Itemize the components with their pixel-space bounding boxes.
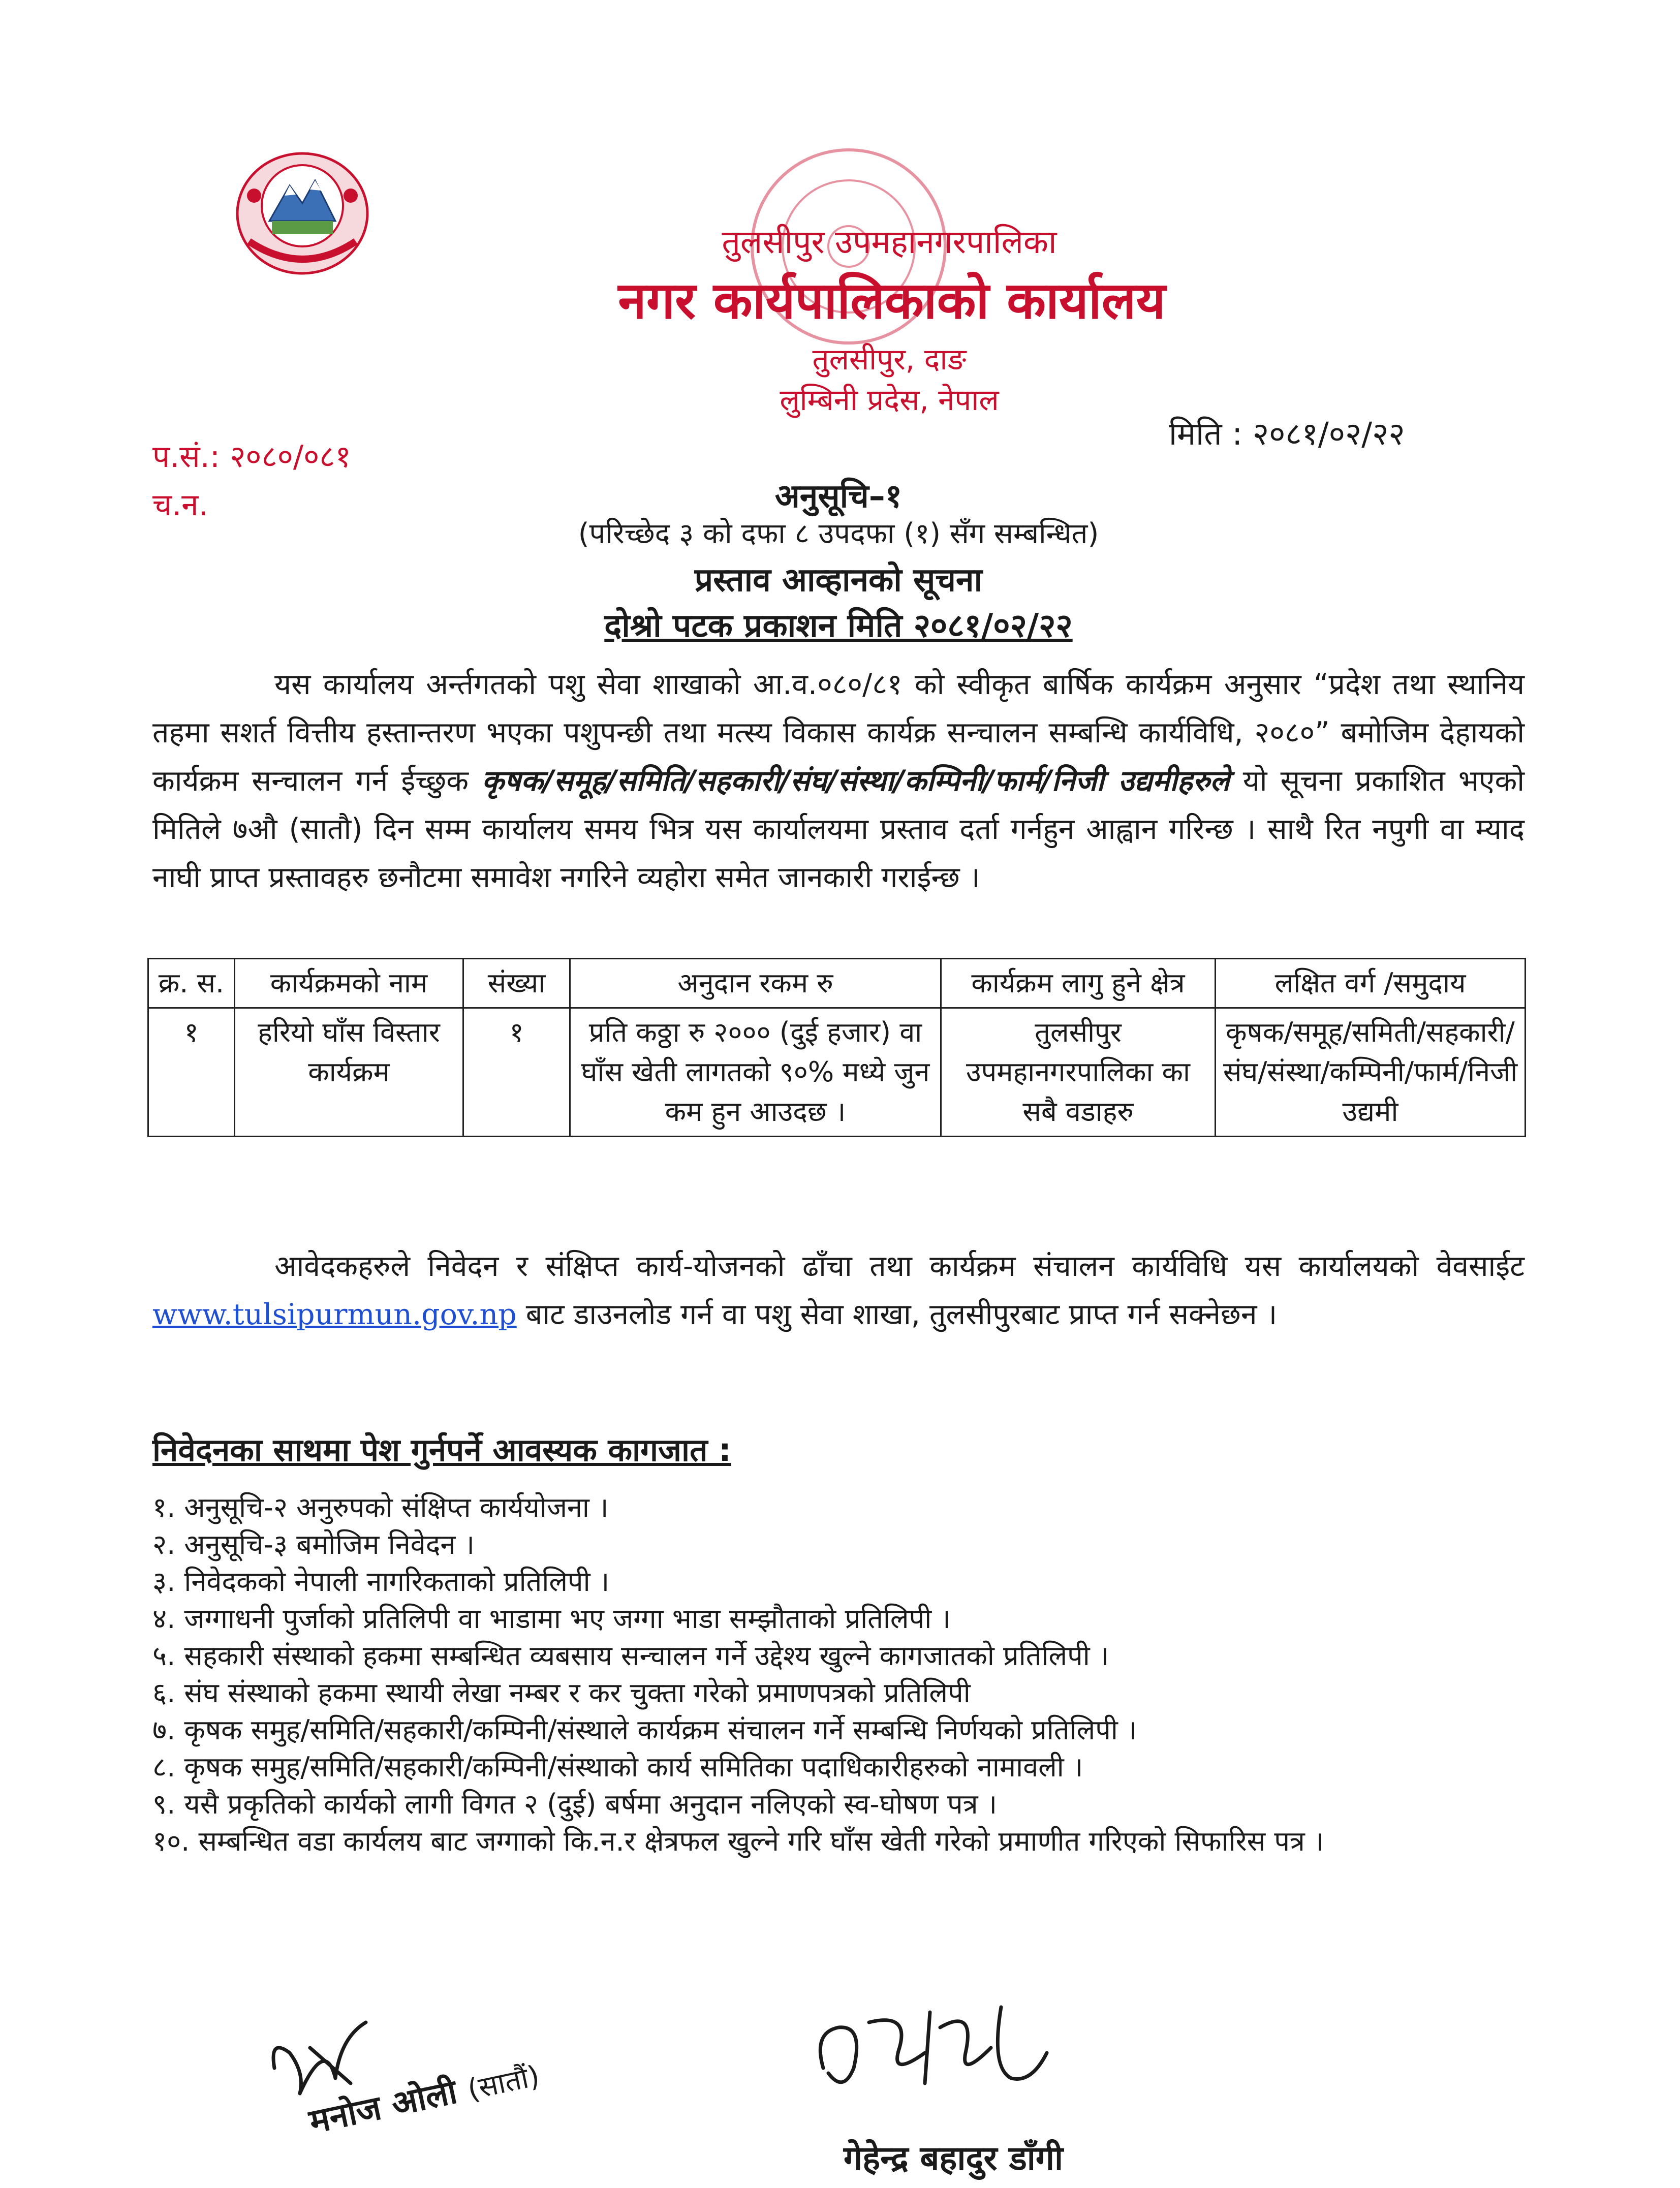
list-item: ९. यसै प्रकृतिको कार्यको लागी विगत २ (दुई) बर्षमा अनुदान नलिएको स्व-घोषण पत्र । <box>152 1788 998 1820</box>
municipality-name: तुलसीपुर उपमहानगरपालिका <box>722 224 1057 261</box>
cell-area: तुलसीपुर उपमहानगरपालिका का सबै वडाहरु <box>941 1008 1216 1137</box>
header-target: लक्षित वर्ग /समुदाय <box>1216 959 1526 1008</box>
list-item: ५. सहकारी संस्थाको हकमा सम्बन्धित व्यबसाय सन्चालन गर्ने उद्देश्य खुल्ने कागजातको प्रतिलिपी । <box>152 1640 1109 1672</box>
date-value: २०८१/०२/२२ <box>1252 415 1405 452</box>
application-paragraph <box>152 1242 1525 1339</box>
signatory-left-name: मनोज ओली <box>305 2072 460 2142</box>
table-header-row <box>148 959 1526 1008</box>
office-location: तुलसीपुर, दाङ <box>812 342 967 377</box>
reference-number <box>152 434 351 476</box>
dispatch-number: च.न. <box>152 487 208 523</box>
website-link[interactable]: www.tulsipurmun.gov.np <box>152 1298 517 1331</box>
header-area: कार्यक्रम लागु हुने क्षेत्र <box>941 959 1216 1008</box>
office-province: लुम्बिनी प्रदेस, नेपाल <box>780 383 999 417</box>
issue-date <box>1169 412 1405 454</box>
list-item: ६. संघ संस्थाको हकमा स्थायी लेखा नम्बर र कर चुक्ता गरेको प्रमाणपत्रको प्रतिलिपी <box>152 1677 971 1709</box>
second-publication-date: दोश्रो पटक प्रकाशन मिति २०८१/०२/२२ <box>604 607 1073 645</box>
table-row <box>148 1008 1526 1137</box>
signatory-right-name: गेहेन्द्र बहादुर डाँगी <box>844 2139 1064 2178</box>
date-label: मिति : <box>1169 415 1243 452</box>
cell-program: हरियो घाँस विस्तार कार्यक्रम <box>235 1008 463 1137</box>
header-sn: क्र. स. <box>148 959 235 1008</box>
ref-label: प.सं.: <box>152 439 220 475</box>
program-table <box>147 958 1526 1137</box>
list-item: ३. निवेदकको नेपाली नागरिकताको प्रतिलिपी । <box>152 1566 610 1598</box>
notice-paragraph-emphasis: कृषक/समूह/समिति/सहकारी/संघ/संस्था/कम्पिनी/फार्म/निजी उद्यमीहरुले <box>482 764 1230 798</box>
signature-right-icon <box>808 1992 1062 2104</box>
list-item: ४. जग्गाधनी पुर्जाको प्रतिलिपी वा भाडामा भए जग्गा भाडा सम्झौताको प्रतिलिपी । <box>152 1603 951 1635</box>
office-stamp-icon <box>722 130 986 368</box>
header-grant: अनुदान रकम रु <box>570 959 941 1008</box>
schedule-label: अनुसूचि–१ <box>774 478 903 515</box>
notice-title: प्रस्ताव आव्हानको सूचना <box>694 561 983 599</box>
cell-grant: प्रति कठ्ठा रु २००० (दुई हजार) वा घाँस खेती लागतको ९०% मध्ये जुन कम हुन आउदछ । <box>570 1008 941 1137</box>
section-reference: (परिच्छेद ३ को दफा ८ उपदफा (१) सँग सम्बन्धित) <box>578 517 1099 550</box>
office-title: नगर कार्यपालिकाको कार्यालय <box>618 271 1166 330</box>
cell-sn: १ <box>148 1008 235 1137</box>
signatory-left-sub: (सातौं) <box>464 2059 543 2107</box>
list-item: ७. कृषक समुह/समिति/सहकारी/कम्पिनी/संस्थाले कार्यक्रम संचालन गर्ने सम्बन्धि निर्णयको प्रतिलिपी । <box>152 1714 1137 1746</box>
cell-count: १ <box>463 1008 570 1137</box>
list-item: ८. कृषक समुह/समिति/सहकारी/कम्पिनी/संस्थाको कार्य समितिका पदाधिकारीहरुको नामावली । <box>152 1751 1083 1783</box>
application-paragraph-part2: बाट डाउनलोड गर्न वा पशु सेवा शाखा, तुलसीपुरबाट प्राप्त गर्न सक्नेछन । <box>516 1298 1278 1331</box>
documents-list <box>152 1489 1555 1860</box>
documents-heading: निवेदनका साथमा पेश गुर्नपर्ने आवस्यक कागजात : <box>152 1431 731 1468</box>
list-item: २. अनुसूचि-३ बमोजिम निवेदन । <box>152 1528 475 1560</box>
header-count: संख्या <box>463 959 570 1008</box>
notice-paragraph-part2: यो सूचना प्रकाशित भएको मितिले ७औ (सातौ) दिन सम्म कार्यालय समय भित्र यस कार्यालयमा प्रस्ताव दर्ता गर्नहुन आह्वान गरिन्छ । साथै रित नपुगी वा म्याद नाघी प्राप्त प्रस्तावहरु छनौटमा समावेश नगरिने व्यहोरा समेत जानकारी गराईन्छ । <box>152 764 1525 894</box>
ref-value: २०८०/०८१ <box>230 439 351 475</box>
application-paragraph-part1: आवेदकहरुले निवेदन र संक्षिप्त कार्य-योजनको ढाँचा तथा कार्यक्रम संचालन कार्यविधि यस कार्यालयको वेवसाईट <box>274 1249 1525 1283</box>
government-emblem-icon <box>234 150 371 277</box>
cell-target: कृषक/समूह/समिती/सहकारी/संघ/संस्था/कम्पिनी/फार्म/निजी उद्यमी <box>1216 1008 1526 1137</box>
notice-paragraph-part1: यस कार्यालय अर्न्तगतको पशु सेवा शाखाको आ.व.०८०/८१ को स्वीकृत बार्षिक कार्यक्रम अनुसार “प्रदेश तथा स्थानिय तहमा सशर्त वित्तीय हस्तान्तरण भएका पशुपन्छी तथा मत्स्य विकास कार्यक्र सन्चालन सम्बन्धि कार्यविधि, २०८०” बमोजिम देहायको कार्यक्रम सन्चालन गर्न ईच्छुक <box>152 668 1525 798</box>
notice-paragraph <box>152 661 1525 902</box>
list-item: १०. सम्बन्धित वडा कार्यलय बाट जग्गाको कि.न.र क्षेत्रफल खुल्ने गरि घाँस खेती गरेको प्रमाणीत गरिएको सिफारिस पत्र । <box>152 1825 1324 1857</box>
header-program: कार्यक्रमको नाम <box>235 959 463 1008</box>
list-item: १. अनुसूचि-२ अनुरुपको संक्षिप्त कार्ययोजना । <box>152 1491 609 1523</box>
